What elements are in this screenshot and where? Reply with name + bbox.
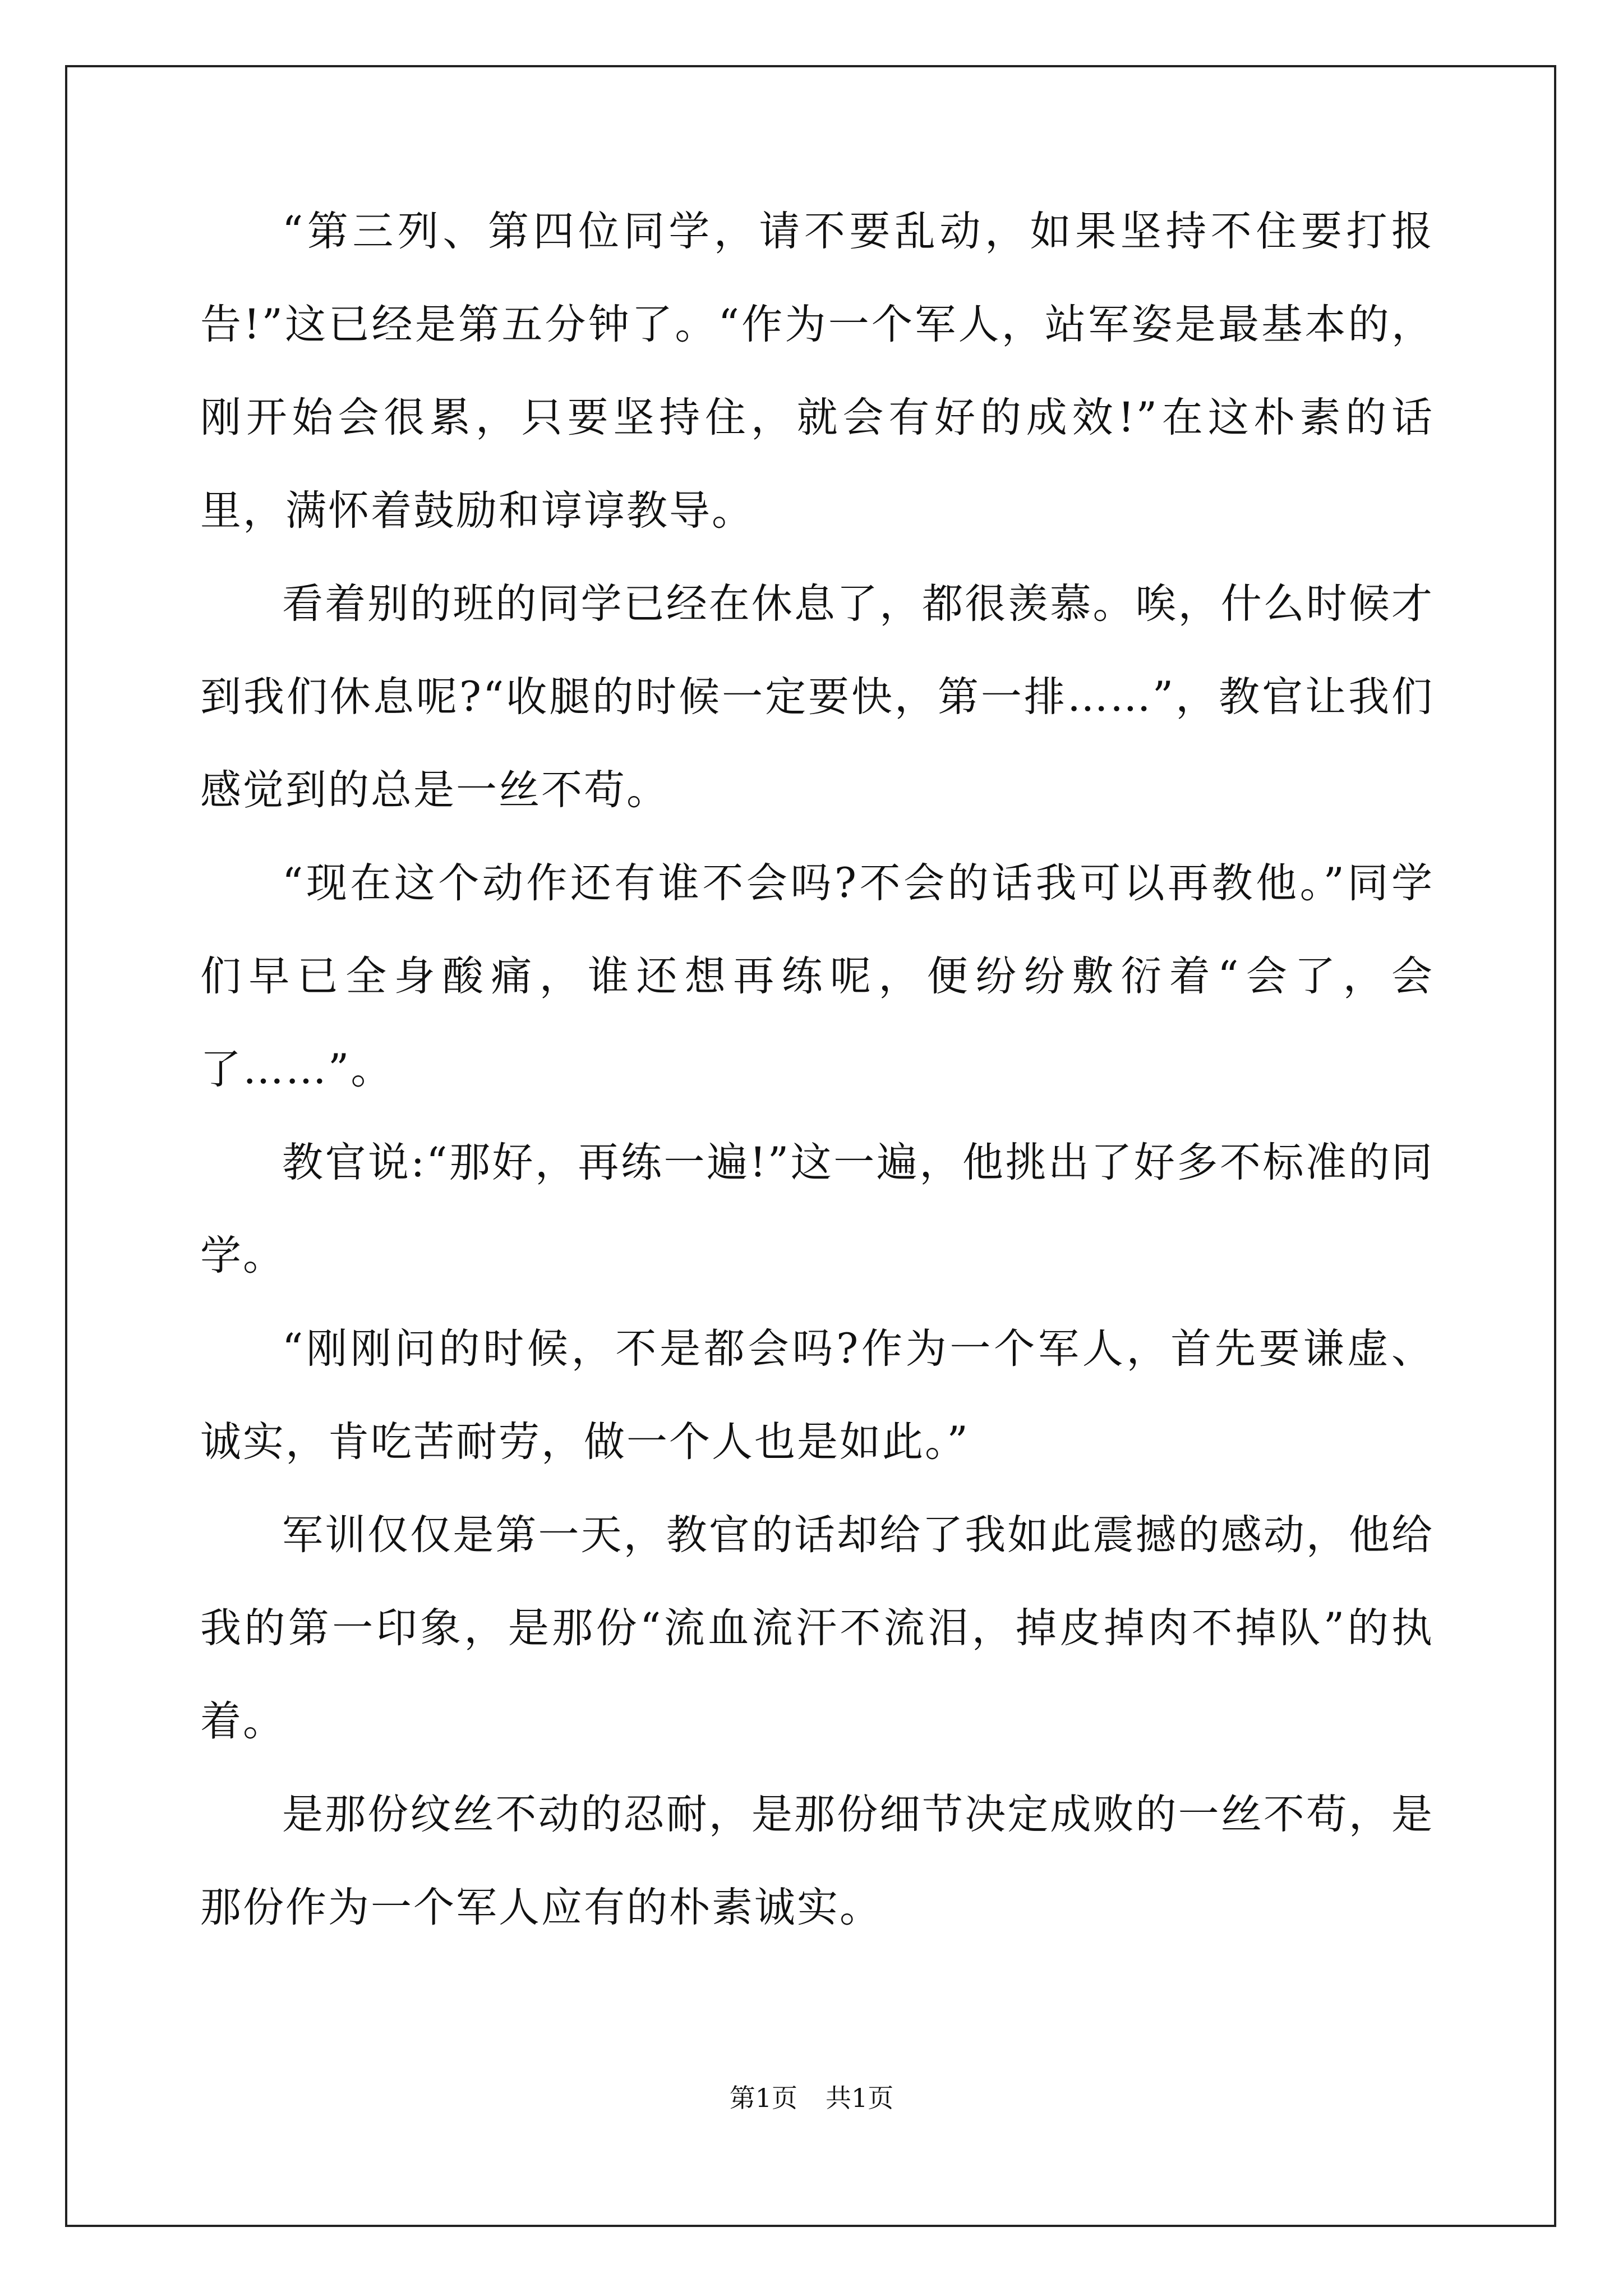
paragraph-2: 看着别的班的同学已经在休息了，都很羡慕。唉，什么时候才到我们休息呢?“收腿的时候一定要快，第一排……”，教官让我们感觉到的总是一丝不苟。	[200, 580, 1434, 814]
page-footer	[0, 2081, 1623, 2115]
paragraph-1: “第三列、第四位同学，请不要乱动，如果坚持不住要打报告!”这已经是第五分钟了。“作为一个军人，站军姿是最基本的，刚开始会很累，只要坚持住，就会有好的成效!”在这朴素的话里，满怀着鼓励和谆谆教导。	[200, 208, 1434, 535]
paragraph-3: “现在这个动作还有谁不会吗?不会的话我可以再教他。”同学们早已全身酸痛，谁还想再练呢，便纷纷敷衍着“会了，会了……”。	[200, 859, 1434, 1093]
paragraph-6: 军训仅仅是第一天，教官的话却给了我如此震撼的感动，他给我的第一印象，是那份“流血流汗不流泪，掉皮掉肉不掉队”的执着。	[200, 1511, 1434, 1745]
paragraph-5: “刚刚问的时候，不是都会吗?作为一个军人，首先要谦虚、诚实，肯吃苦耐劳，做一个人也是如此。”	[200, 1325, 1434, 1466]
paragraph-4: 教官说:“那好，再练一遍!”这一遍，他挑出了好多不标准的同学。	[200, 1139, 1434, 1280]
page-number: 第1页	[729, 2083, 797, 2113]
paragraph-7: 是那份纹丝不动的忍耐，是那份细节决定成败的一丝不苟，是那份作为一个军人应有的朴素诚实。	[200, 1791, 1434, 1931]
document-body	[200, 185, 1434, 1954]
page-total: 共1页	[826, 2083, 894, 2113]
